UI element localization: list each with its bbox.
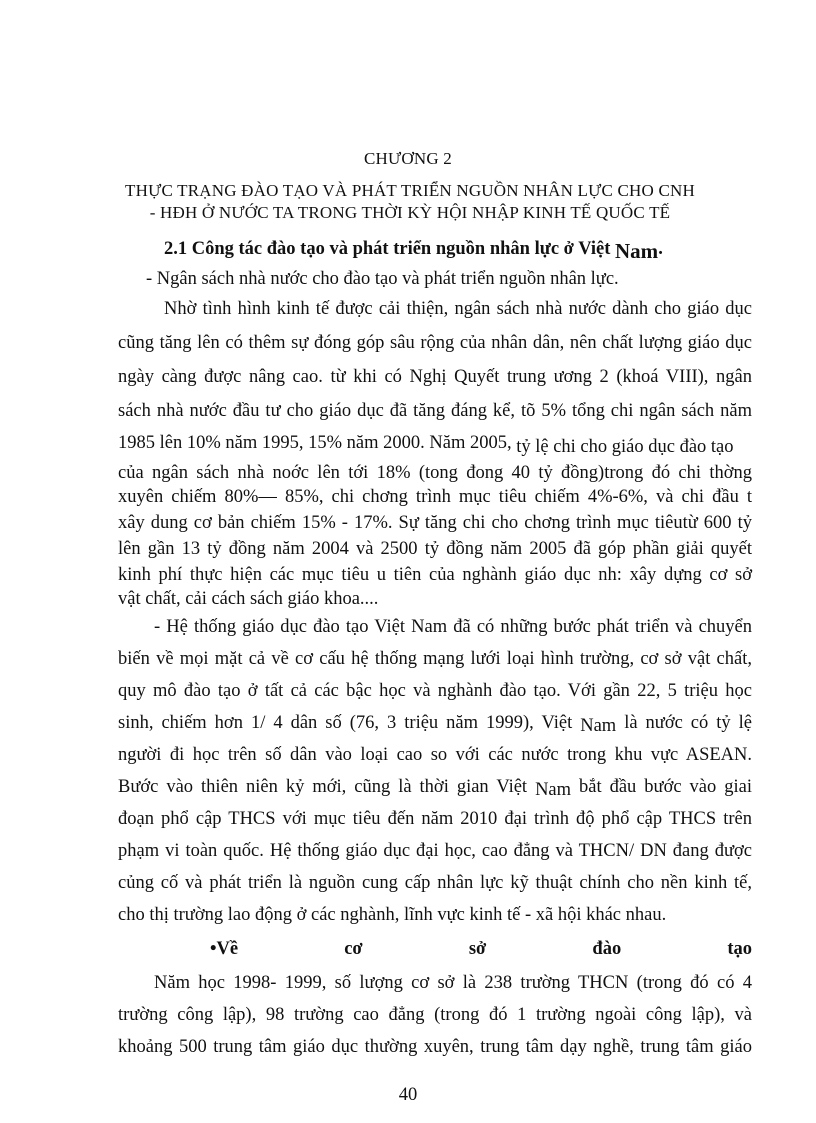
paragraph-line: trường công lập), 98 trường cao đẳng (trong đó 1 trường ngoài công lập), và xyxy=(118,1005,752,1025)
chapter-title-line-1: THỰC TRẠNG ĐÀO TẠO VÀ PHÁT TRIỂN NGUỒN NHÂN LỰC CHO CNH xyxy=(125,181,695,200)
section-heading: 2.1 Công tác đào tạo và phát triển nguồn nhân lực ở Việt Nam. xyxy=(164,239,663,263)
paragraph-line: phạm vi toàn quốc. Hệ thống giáo dục đại học, cao đẳng và THCN/ DN đang được xyxy=(118,841,752,861)
paragraph-line: - Hệ thống giáo dục đào tạo Việt Nam đã có những bước phát triển và chuyển xyxy=(154,617,752,637)
paragraph-line: 1985 lên 10% năm 1995, 15% năm 2000. Năm 2005, tỷ lệ chi cho giáo dục đào tạo xyxy=(118,433,734,457)
paragraph-line: Năm học 1998- 1999, số lượng cơ sở là 238 trường THCN (trong đó có 4 xyxy=(154,973,752,993)
subheading: - Ngân sách nhà nước cho đào tạo và phát triển nguồn nhân lực. xyxy=(146,269,619,289)
paragraph-line: Nhờ tình hình kinh tế được cải thiện, ngân sách nhà nước dành cho giáo dục xyxy=(164,299,752,319)
bullet-icon: • xyxy=(210,939,217,959)
paragraph-line: xuyên chiếm 80%— 85%, chi chơng trình mục tiêu chiếm 4%-6%, và chi đầu t xyxy=(118,487,752,507)
paragraph-line: Bước vào thiên niên kỷ mới, cũng là thời gian Việt Nam bắt đầu bước vào giai xyxy=(118,777,752,800)
paragraph-line: ngày càng được nâng cao. từ khi có Nghị Quyết trung ương 2 (khoá VIII), ngân xyxy=(118,367,752,387)
paragraph-line: cũng tăng lên có thêm sự đóng góp sâu rộng của nhân dân, nên chất lượng giáo dục xyxy=(118,333,752,353)
paragraph-line: khoảng 500 trung tâm giáo dục thường xuyên, trung tâm dạy nghề, trung tâm giáo xyxy=(118,1037,752,1057)
paragraph-line: quy mô đào tạo ở tất cả các bậc học và nghành đào tạo. Với gần 22, 5 triệu học xyxy=(118,681,752,701)
paragraph-line: của ngân sách nhà noớc lên tới 18% (tong đong 40 tỷ đồng)trong đó chi thờng xyxy=(118,463,752,483)
paragraph-line: lên gần 13 tỷ đồng năm 2004 và 2500 tỷ đồng năm 2005 đã góp phần giải quyết xyxy=(118,539,752,559)
paragraph-line: củng cố và phát triển là nguồn cung cấp nhân lực kỹ thuật chính cho nền kinh tế, xyxy=(118,873,752,893)
bullet-heading: •Về cơ sở đào tạo xyxy=(210,939,753,959)
paragraph-line: vật chất, cải cách sách giáo khoa.... xyxy=(118,589,379,609)
paragraph-line: cho thị trường lao động ở các nghành, lĩnh vực kinh tế - xã hội khác nhau. xyxy=(118,905,667,925)
paragraph-line: sách nhà nước đầu tư cho giáo dục đã tăng đáng kể, tõ 5% tổng chi ngân sách năm xyxy=(118,401,752,421)
chapter-label: CHƯƠNG 2 xyxy=(364,149,452,168)
paragraph-line: đoạn phổ cập THCS với mục tiêu đến năm 2010 đại trình độ phổ cập THCS trên xyxy=(118,809,752,829)
paragraph-line: sinh, chiếm hơn 1/ 4 dân số (76, 3 triệu năm 1999), Việt Nam là nước có tỷ lệ xyxy=(118,713,753,736)
chapter-title-line-2: - HĐH Ở NƯỚC TA TRONG THỜI KỲ HỘI NHẬP KINH TẾ QUỐC TẾ xyxy=(149,203,671,222)
paragraph-line: biến về mọi mặt cả về cơ cấu hệ thống mạng lưới loại hình trường, cơ sở vật chất, xyxy=(118,649,752,669)
paragraph-line: xây dung cơ bản chiếm 15% - 17%. Sự tăng chi cho chơng trình mục tiêutừ 600 tỷ xyxy=(118,513,752,533)
paragraph-line: kinh phí thực hiện các mục tiêu u tiên của nghành giáo dục nh: xây dựng cơ sở xyxy=(118,565,752,585)
page-number: 40 xyxy=(398,1085,418,1105)
paragraph-line: người đi học trên số dân vào loại cao so với các nước trong khu vực ASEAN. xyxy=(118,745,752,765)
